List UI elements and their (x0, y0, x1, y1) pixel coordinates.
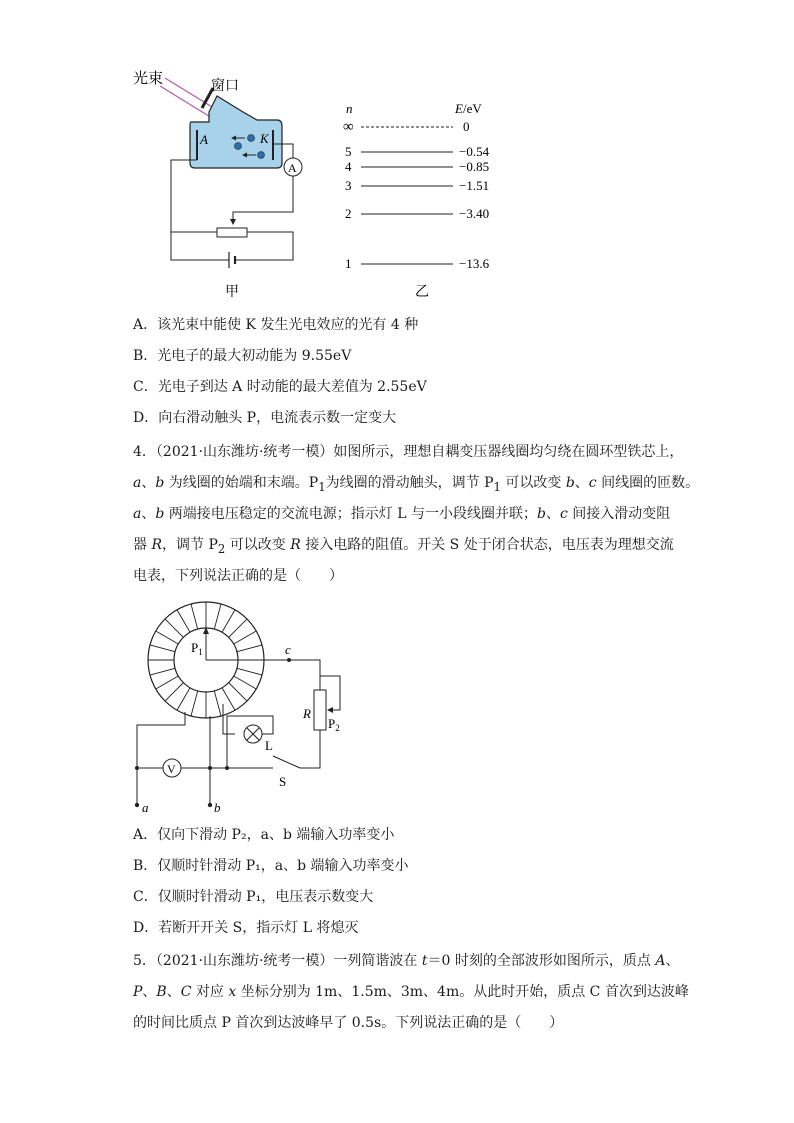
label-guangshu: 光束 (133, 71, 164, 87)
coil-winding (234, 631, 257, 644)
svg-text:−0.54: −0.54 (459, 144, 490, 159)
label-cathode: K (260, 131, 269, 146)
q4-stem-line-2: a、b 为线圈的始端和末端。$P_1$为线圈的滑动触头，调节 $P_1$ 可以改变 b、c 间线圈的匝数。 (133, 475, 700, 494)
level-2 (345, 206, 489, 221)
level-1 (345, 256, 490, 271)
electron (258, 152, 265, 159)
label-p1: $P_1$ (191, 640, 203, 657)
coil-winding (222, 610, 235, 633)
coil-winding (214, 604, 221, 629)
label-chuangkou: 窗口 (211, 79, 239, 94)
voltmeter-label: V (167, 762, 176, 776)
coil-winding (150, 645, 175, 652)
coil-winding (165, 683, 183, 701)
q5-stem-line-3: 的时间比质点 P 首次到达波峰早了 0.5s。下列说法正确的是（ ） (133, 1015, 564, 1031)
figure-jia (125, 64, 315, 304)
caption-yi: 乙 (415, 285, 429, 300)
figure-yi (335, 96, 515, 301)
level-5 (345, 144, 490, 159)
level-4 (345, 159, 489, 174)
q5-stem-line-1: 5．（2021·山东潍坊·统考一模）一列简谐波在 t＝0 时刻的全部波形如图所示，质点 A、 (133, 953, 680, 969)
coil-winding (237, 645, 262, 652)
q4-stem-line-5: 电表，下列说法正确的是（ ） (133, 568, 343, 584)
svg-text:−3.40: −3.40 (459, 206, 490, 221)
q4-option-d: D．若断开开关 S，指示灯 L 将熄灭 (133, 920, 359, 936)
coil-winding (191, 691, 198, 716)
coil-winding (191, 604, 198, 629)
coil-winding (165, 619, 183, 637)
coil-winding (229, 619, 247, 637)
q4-option-c: C．仅顺时针滑动 P₁，电压表示数变大 (133, 889, 374, 905)
coil-winding (237, 668, 262, 675)
coil-winding (156, 631, 179, 644)
svg-text:−13.6: −13.6 (459, 256, 490, 271)
coil-winding (156, 676, 179, 689)
q4-stem-line-1: 4．（2021·山东潍坊·统考一模）如图所示，理想自耦变压器线圈均匀绕在圆环型铁芯上， (133, 444, 684, 460)
label-c: c (285, 642, 291, 657)
label-l: L (265, 738, 273, 753)
rheostat (217, 228, 247, 237)
q4-stem-line-4: 器 R，调节 $P_2$ 可以改变 R 接入电路的阻值。开关 S 处于闭合状态，电压表为理想交流 (133, 537, 674, 556)
coil-winding (229, 683, 247, 701)
electron (248, 135, 255, 142)
switch-s[interactable] (273, 756, 300, 768)
svg-text:−1.51: −1.51 (459, 178, 490, 193)
ammeter-label: A (288, 161, 297, 175)
q3-option-d: D．向右滑动触头 P，电流表示数一定变大 (133, 410, 397, 426)
coil-winding (222, 688, 235, 711)
q3-option-b: B．光电子的最大初动能为 9.55eV (133, 348, 352, 364)
coil-winding (214, 691, 221, 716)
svg-text:3: 3 (345, 178, 352, 193)
label-a: a (142, 800, 149, 815)
svg-text:5: 5 (345, 144, 352, 159)
level-inf (343, 119, 470, 135)
svg-text:2: 2 (345, 206, 352, 221)
electron (235, 143, 242, 150)
svg-text:0: 0 (463, 119, 470, 134)
caption-jia: 甲 (225, 285, 239, 300)
coil-winding (177, 610, 190, 633)
svg-text:4: 4 (345, 159, 352, 174)
e-header: E/eV (455, 101, 482, 116)
q3-option-a: A．该光束中能使 K 发生光电效应的光有 4 种 (133, 317, 419, 333)
n-header: n (346, 101, 353, 116)
q3-option-c: C．光电子到达 A 时动能的最大差值为 2.55eV (133, 379, 427, 395)
label-p2: $P_2$ (328, 716, 340, 733)
svg-text:1: 1 (345, 256, 352, 271)
q5-stem-line-2: P、B、C 对应 x 坐标分别为 1m、1.5m、3m、4m。从此时开始，质点 C 首次到达波峰 (133, 984, 689, 1000)
q4-option-b: B．仅顺时针滑动 P₁，a、b 端输入功率变小 (133, 858, 409, 874)
label-s: S (279, 774, 287, 789)
coil-winding (150, 668, 175, 675)
q4-stem-line-3: a、b 两端接电压稳定的交流电源；指示灯 L 与一小段线圈并联；b、c 间接入滑动变阻 (133, 506, 671, 522)
svg-text:∞: ∞ (343, 119, 354, 135)
coil-winding (177, 688, 190, 711)
level-3 (345, 178, 489, 193)
label-b: b (214, 800, 221, 815)
q4-option-a: A．仅向下滑动 P₂，a、b 端输入功率变小 (133, 827, 395, 843)
figure-autotransformer (125, 600, 355, 815)
rheostat-r (314, 690, 326, 730)
svg-text:−0.85: −0.85 (459, 159, 490, 174)
label-r: R (303, 706, 311, 721)
coil-winding (234, 676, 257, 689)
label-anode: A (200, 132, 208, 147)
